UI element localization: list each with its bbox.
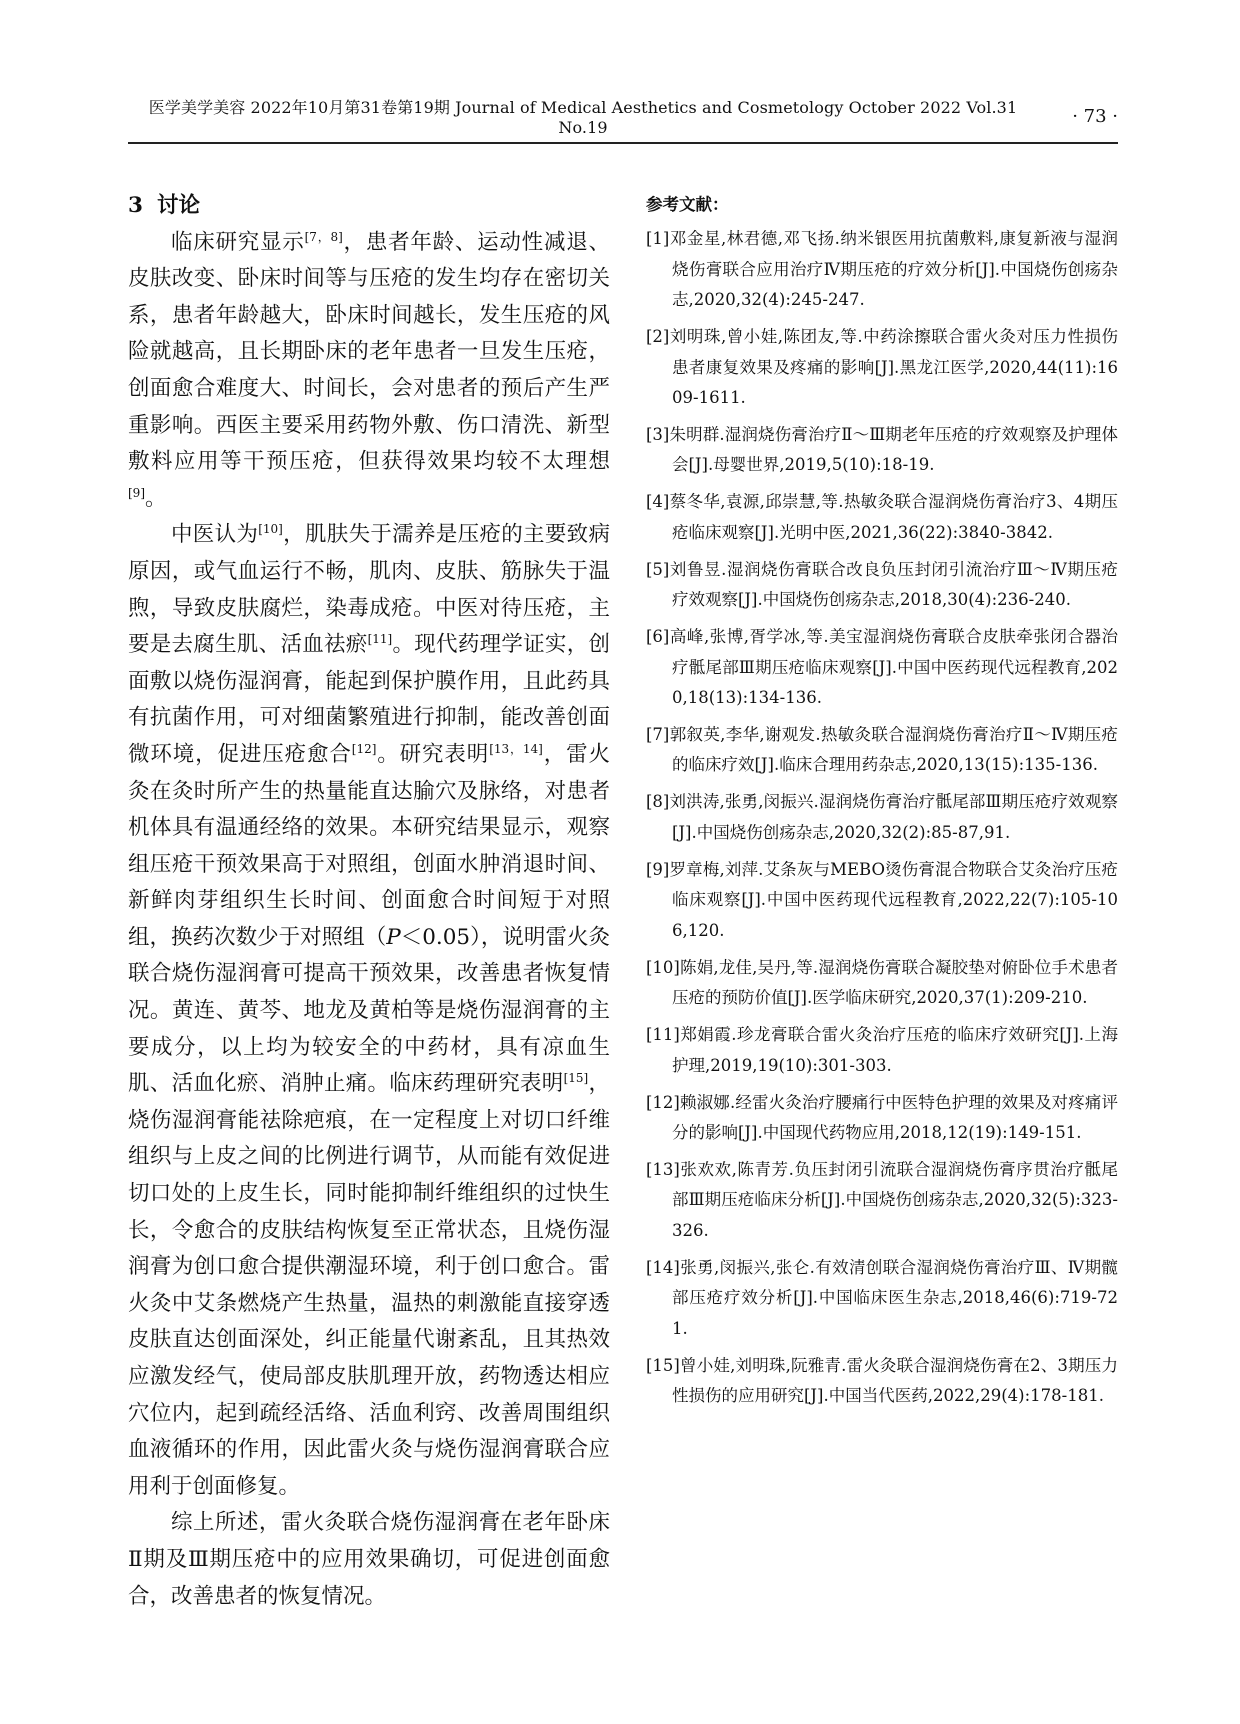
header-rule bbox=[128, 142, 1118, 144]
reference-item: [6]高峰,张博,胥学冰,等.美宝湿润烧伤膏联合皮肤牵张闭合器治疗骶尾部Ⅲ期压疮临床观察[J].中国中医药现代远程教育,2020,18(13):134-136. bbox=[646, 627, 1118, 708]
citation-marker: [13，14] bbox=[489, 741, 543, 756]
reference-item: [12]赖淑娜.经雷火灸治疗腰痛行中医特色护理的效果及对疼痛评分的影响[J].中国现代药物应用,2018,12(19):149-151. bbox=[646, 1092, 1118, 1142]
citation-marker: [15] bbox=[563, 1071, 589, 1086]
reference-item: [3]朱明群.湿润烧伤膏治疗Ⅱ～Ⅲ期老年压疮的疗效观察及护理体会[J].母婴世界,2019,5(10):18-19. bbox=[646, 425, 1118, 475]
text-run: 。 bbox=[145, 485, 167, 511]
text-run: ，患者年龄、运动性减退、皮肤改变、卧床时间等与压疮的发生均存在密切关系，患者年龄越大，卧床时间越长，发生压疮的风险就越高，且长期卧床的老年患者一旦发生压疮，创面愈合难度大、时间长，会对患者的预后产生严重影响。西医主要采用药物外敷、伤口清洗、新型敷料应用等干预压疮，但获得效果均较不太理想 bbox=[128, 229, 610, 475]
discussion-paragraph bbox=[128, 1505, 610, 1615]
italic-symbol: P bbox=[386, 924, 401, 950]
text-run: ，雷火灸在灸时所产生的热量能直达腧穴及脉络，对患者机体具有温通经络的效果。本研究结果显示，观察组压疮干预效果高于对照组，创面水肿消退时间、新鲜肉芽组织生长时间、创面愈合时间短于对照组，换药次数少于对照组（ bbox=[128, 741, 610, 950]
reference-item: [1]邓金星,林君德,邓飞扬.纳米银医用抗菌敷料,康复新液与湿润烧伤膏联合应用治疗Ⅳ期压疮的疗效分析[J].中国烧伤创疡杂志,2020,32(4):245-247. bbox=[646, 229, 1118, 310]
text-run: 临床研究显示 bbox=[171, 229, 305, 255]
citation-marker: [12] bbox=[351, 741, 377, 756]
text-run: 中医认为 bbox=[171, 522, 259, 548]
text-run: 。现代药理学证实，创面敷以烧伤湿润膏，能起到保护膜作用，且此药具有抗菌作用，可对细菌繁殖进行抑制，能改善创面微环境，促进压疮愈合 bbox=[128, 632, 610, 767]
discussion-body bbox=[128, 225, 610, 1616]
text-run: ＜0.05），说明雷火灸联合烧伤湿润膏可提高干预效果，改善患者恢复情况。黄连、黄芩、地龙及黄柏等是烧伤湿润膏的主要成分，以上均为较安全的中药材，具有凉血生肌、活血化瘀、消肿止痛。临床药理研究表明 bbox=[128, 924, 610, 1097]
citation-marker: [10] bbox=[258, 522, 283, 537]
citation-marker: [11] bbox=[367, 632, 393, 647]
section-heading bbox=[128, 188, 610, 225]
text-run: ，肌肤失于濡养是压疮的主要致病原因，或气血运行不畅，肌肉、皮肤、筋脉失于温煦，导致皮肤腐烂，染毒成疮。中医对待压疮，主要是去腐生肌、活血祛瘀 bbox=[128, 522, 610, 658]
left-column bbox=[128, 188, 610, 1615]
discussion-paragraph bbox=[128, 225, 610, 518]
journal-info: 医学美学美容 2022年10月第31卷第19期 Journal of Medical Aesthetics and Cosmetology October 2022 Vol.31 No.19 bbox=[148, 98, 1018, 137]
reference-item: [5]刘鲁昱.湿润烧伤膏联合改良负压封闭引流治疗Ⅲ～Ⅳ期压疮疗效观察[J].中国烧伤创疡杂志,2018,30(4):236-240. bbox=[646, 559, 1118, 610]
reference-item: [14]张勇,闵振兴,张仑.有效清创联合湿润烧伤膏治疗Ⅲ、Ⅳ期髋部压疮疗效分析[J].中国临床医生杂志,2018,46(6):719-721. bbox=[646, 1257, 1118, 1338]
discussion-paragraph bbox=[128, 517, 610, 1505]
references-list bbox=[646, 224, 1118, 1411]
references-title: 参考文献： bbox=[646, 195, 729, 214]
text-run: 。研究表明 bbox=[376, 741, 490, 767]
text-run: ，烧伤湿润膏能祛除疤痕，在一定程度上对切口纤维组织与上皮之间的比例进行调节，从而能有效促进切口处的上皮生长，同时能抑制纤维组织的过快生长，令愈合的皮肤结构恢复至正常状态，且烧伤湿润膏为创口愈合提供潮湿环境，利于创口愈合。雷火灸中艾条燃烧产生热量，温热的刺激能直接穿透皮肤直达创面深处，纠正能量代谢紊乱，且其热效应激发经气，使局部皮肤肌理开放，药物透达相应穴位内，起到疏经活络、活血利窍、改善周围组织血液循环的作用，因此雷火灸与烧伤湿润膏联合应用利于创面修复。 bbox=[128, 1071, 610, 1499]
citation-marker: [9] bbox=[128, 485, 145, 500]
reference-item: [13]张欢欢,陈青芳.负压封闭引流联合湿润烧伤膏序贯治疗骶尾部Ⅲ期压疮临床分析[J].中国烧伤创疡杂志,2020,32(5):323-326. bbox=[646, 1159, 1118, 1240]
running-header bbox=[128, 98, 1118, 137]
reference-item: [11]郑娟霞.珍龙膏联合雷火灸治疗压疮的临床疗效研究[J].上海护理,2019,19(10):301-303. bbox=[646, 1025, 1118, 1075]
reference-item: [4]蔡冬华,袁源,邱崇慧,等.热敏灸联合湿润烧伤膏治疗3、4期压疮临床观察[J].光明中医,2021,36(22):3840-3842. bbox=[646, 492, 1118, 542]
reference-item: [8]刘洪涛,张勇,闵振兴.湿润烧伤膏治疗骶尾部Ⅲ期压疮疗效观察[J].中国烧伤创疡杂志,2020,32(2):85-87,91. bbox=[646, 792, 1118, 842]
reference-item: [7]郭叙英,李华,谢观发.热敏灸联合湿润烧伤膏治疗Ⅱ～Ⅳ期压疮的临床疗效[J].临床合理用药杂志,2020,13(15):135-136. bbox=[646, 725, 1118, 775]
citation-marker: [7，8] bbox=[304, 229, 343, 244]
reference-item: [9]罗章梅,刘萍.艾条灰与MEBO烫伤膏混合物联合艾灸治疗压疮临床观察[J].中国中医药现代远程教育,2022,22(7):105-106,120. bbox=[646, 859, 1118, 940]
right-column bbox=[646, 190, 1118, 1418]
reference-item: [10]陈娟,龙佳,吴丹,等.湿润烧伤膏联合凝胶垫对俯卧位手术患者压疮的预防价值[J].医学临床研究,2020,37(1):209-210. bbox=[646, 957, 1118, 1008]
reference-item: [2]刘明珠,曾小娃,陈团友,等.中药涂擦联合雷火灸对压力性损伤患者康复效果及疼痛的影响[J].黑龙江医学,2020,44(11):1609-1611. bbox=[646, 327, 1118, 408]
section-title: 讨论 bbox=[156, 193, 200, 218]
text-run: 综上所述，雷火灸联合烧伤湿润膏在老年卧床Ⅱ期及Ⅲ期压疮中的应用效果确切，可促进创面愈合，改善患者的恢复情况。 bbox=[128, 1510, 610, 1609]
page-number: · 73 · bbox=[1072, 105, 1118, 127]
reference-item: [15]曾小娃,刘明珠,阮雅青.雷火灸联合湿润烧伤膏在2、3期压力性损伤的应用研究[J].中国当代医药,2022,29(4):178-181. bbox=[646, 1355, 1118, 1405]
section-number: 3 bbox=[128, 193, 143, 218]
